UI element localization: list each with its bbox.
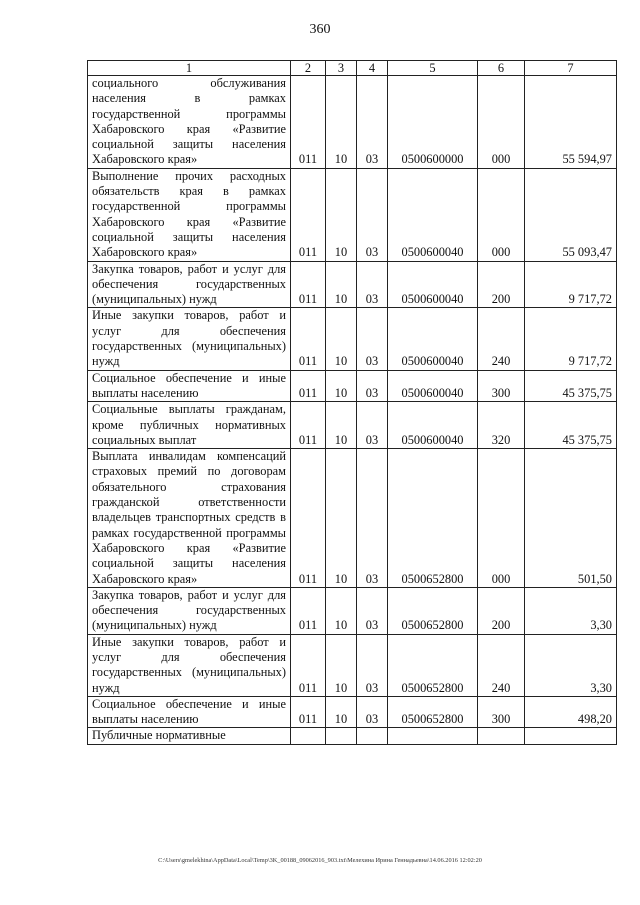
subsection-code-cell: 03 <box>357 308 388 370</box>
subsection-code-cell: 03 <box>357 370 388 402</box>
ministry-code-cell: 011 <box>291 402 326 449</box>
table-row <box>88 76 617 169</box>
ministry-code-cell: 011 <box>291 370 326 402</box>
table-header-row <box>88 61 617 76</box>
section-code-cell: 10 <box>326 308 357 370</box>
expense-type-cell: 240 <box>478 308 525 370</box>
amount-cell: 45 375,75 <box>525 402 617 449</box>
item-name-cell: Иные закупки товаров, работ и услуг для обеспечения государственных (муниципальных) нужд <box>88 634 291 696</box>
column-header: 1 <box>88 61 291 76</box>
amount-cell: 9 717,72 <box>525 308 617 370</box>
column-header: 6 <box>478 61 525 76</box>
table-row <box>88 587 617 634</box>
item-name-cell: Социальное обеспечение и иные выплаты населению <box>88 696 291 728</box>
target-article-cell: 0500652800 <box>388 587 478 634</box>
item-name-cell: Социальное обеспечение и иные выплаты населению <box>88 370 291 402</box>
page-number: 360 <box>309 22 331 37</box>
section-code-cell: 10 <box>326 634 357 696</box>
column-header: 2 <box>291 61 326 76</box>
item-name-cell: Социальные выплаты гражданам, кроме публичных нормативных социальных выплат <box>88 402 291 449</box>
table-row <box>88 168 617 261</box>
expense-type-cell: 320 <box>478 402 525 449</box>
amount-cell: 9 717,72 <box>525 261 617 308</box>
ministry-code-cell: 011 <box>291 696 326 728</box>
budget-table <box>87 60 617 745</box>
amount-cell: 3,30 <box>525 587 617 634</box>
amount-cell: 498,20 <box>525 696 617 728</box>
column-header: 5 <box>388 61 478 76</box>
expense-type-cell: 300 <box>478 370 525 402</box>
subsection-code-cell: 03 <box>357 449 388 588</box>
table-row <box>88 728 617 744</box>
amount-cell: 501,50 <box>525 449 617 588</box>
expense-type-cell: 200 <box>478 587 525 634</box>
target-article-cell: 0500600040 <box>388 261 478 308</box>
table-row <box>88 308 617 370</box>
target-article-cell: 0500652800 <box>388 696 478 728</box>
ministry-code-cell: 011 <box>291 634 326 696</box>
column-header: 3 <box>326 61 357 76</box>
subsection-code-cell <box>357 728 388 744</box>
expense-type-cell: 300 <box>478 696 525 728</box>
ministry-code-cell: 011 <box>291 168 326 261</box>
target-article-cell: 0500600040 <box>388 370 478 402</box>
item-name-cell: Закупка товаров, работ и услуг для обеспечения государственных (муниципальных) нужд <box>88 587 291 634</box>
section-code-cell: 10 <box>326 370 357 402</box>
item-name-cell: Выполнение прочих расходных обязательств края в рамках государственной программы Хабаровского края «Развитие социальной защиты населения Хабаровского края» <box>88 168 291 261</box>
ministry-code-cell: 011 <box>291 76 326 169</box>
subsection-code-cell: 03 <box>357 402 388 449</box>
table-row <box>88 261 617 308</box>
ministry-code-cell: 011 <box>291 449 326 588</box>
target-article-cell: 0500652800 <box>388 634 478 696</box>
ministry-code-cell: 011 <box>291 261 326 308</box>
section-code-cell: 10 <box>326 449 357 588</box>
target-article-cell: 0500600000 <box>388 76 478 169</box>
section-code-cell: 10 <box>326 696 357 728</box>
target-article-cell: 0500652800 <box>388 449 478 588</box>
section-code-cell: 10 <box>326 402 357 449</box>
target-article-cell: 0500600040 <box>388 402 478 449</box>
column-header: 4 <box>357 61 388 76</box>
subsection-code-cell: 03 <box>357 696 388 728</box>
amount-cell: 55 594,97 <box>525 76 617 169</box>
expense-type-cell <box>478 728 525 744</box>
section-code-cell: 10 <box>326 261 357 308</box>
expense-type-cell: 000 <box>478 168 525 261</box>
subsection-code-cell: 03 <box>357 587 388 634</box>
amount-cell: 3,30 <box>525 634 617 696</box>
item-name-cell: Выплата инвалидам компенсаций страховых премий по договорам обязательного страхования гражданской ответственности владельцев транспортных средств в рамках государственной программы Хабаровского края «Развитие социальной защиты населения Хабаровского края» <box>88 449 291 588</box>
subsection-code-cell: 03 <box>357 168 388 261</box>
subsection-code-cell: 03 <box>357 261 388 308</box>
target-article-cell <box>388 728 478 744</box>
table-row <box>88 449 617 588</box>
section-code-cell: 10 <box>326 168 357 261</box>
column-header: 7 <box>525 61 617 76</box>
subsection-code-cell: 03 <box>357 76 388 169</box>
section-code-cell: 10 <box>326 76 357 169</box>
target-article-cell: 0500600040 <box>388 308 478 370</box>
expense-type-cell: 240 <box>478 634 525 696</box>
item-name-cell: Закупка товаров, работ и услуг для обеспечения государственных (муниципальных) нужд <box>88 261 291 308</box>
item-name-cell: Публичные нормативные <box>88 728 291 744</box>
amount-cell: 45 375,75 <box>525 370 617 402</box>
amount-cell <box>525 728 617 744</box>
item-name-cell: социального обслуживания населения в рамках государственной программы Хабаровского края «Развитие социальной защиты населения Хабаровского края» <box>88 76 291 169</box>
ministry-code-cell <box>291 728 326 744</box>
target-article-cell: 0500600040 <box>388 168 478 261</box>
amount-cell: 55 093,47 <box>525 168 617 261</box>
table-row <box>88 634 617 696</box>
ministry-code-cell: 011 <box>291 308 326 370</box>
file-path-footer: C:\Users\gmelekhina\AppData\Local\Temp\3K_00188_09062016_903.txt\Мелехина Ирина Геннадьевна\14.06.2016 12:02:20 <box>158 857 482 864</box>
expense-type-cell: 200 <box>478 261 525 308</box>
subsection-code-cell: 03 <box>357 634 388 696</box>
table-row <box>88 696 617 728</box>
section-code-cell <box>326 728 357 744</box>
item-name-cell: Иные закупки товаров, работ и услуг для обеспечения государственных (муниципальных) нужд <box>88 308 291 370</box>
table-row <box>88 402 617 449</box>
table-row <box>88 370 617 402</box>
expense-type-cell: 000 <box>478 76 525 169</box>
ministry-code-cell: 011 <box>291 587 326 634</box>
section-code-cell: 10 <box>326 587 357 634</box>
expense-type-cell: 000 <box>478 449 525 588</box>
